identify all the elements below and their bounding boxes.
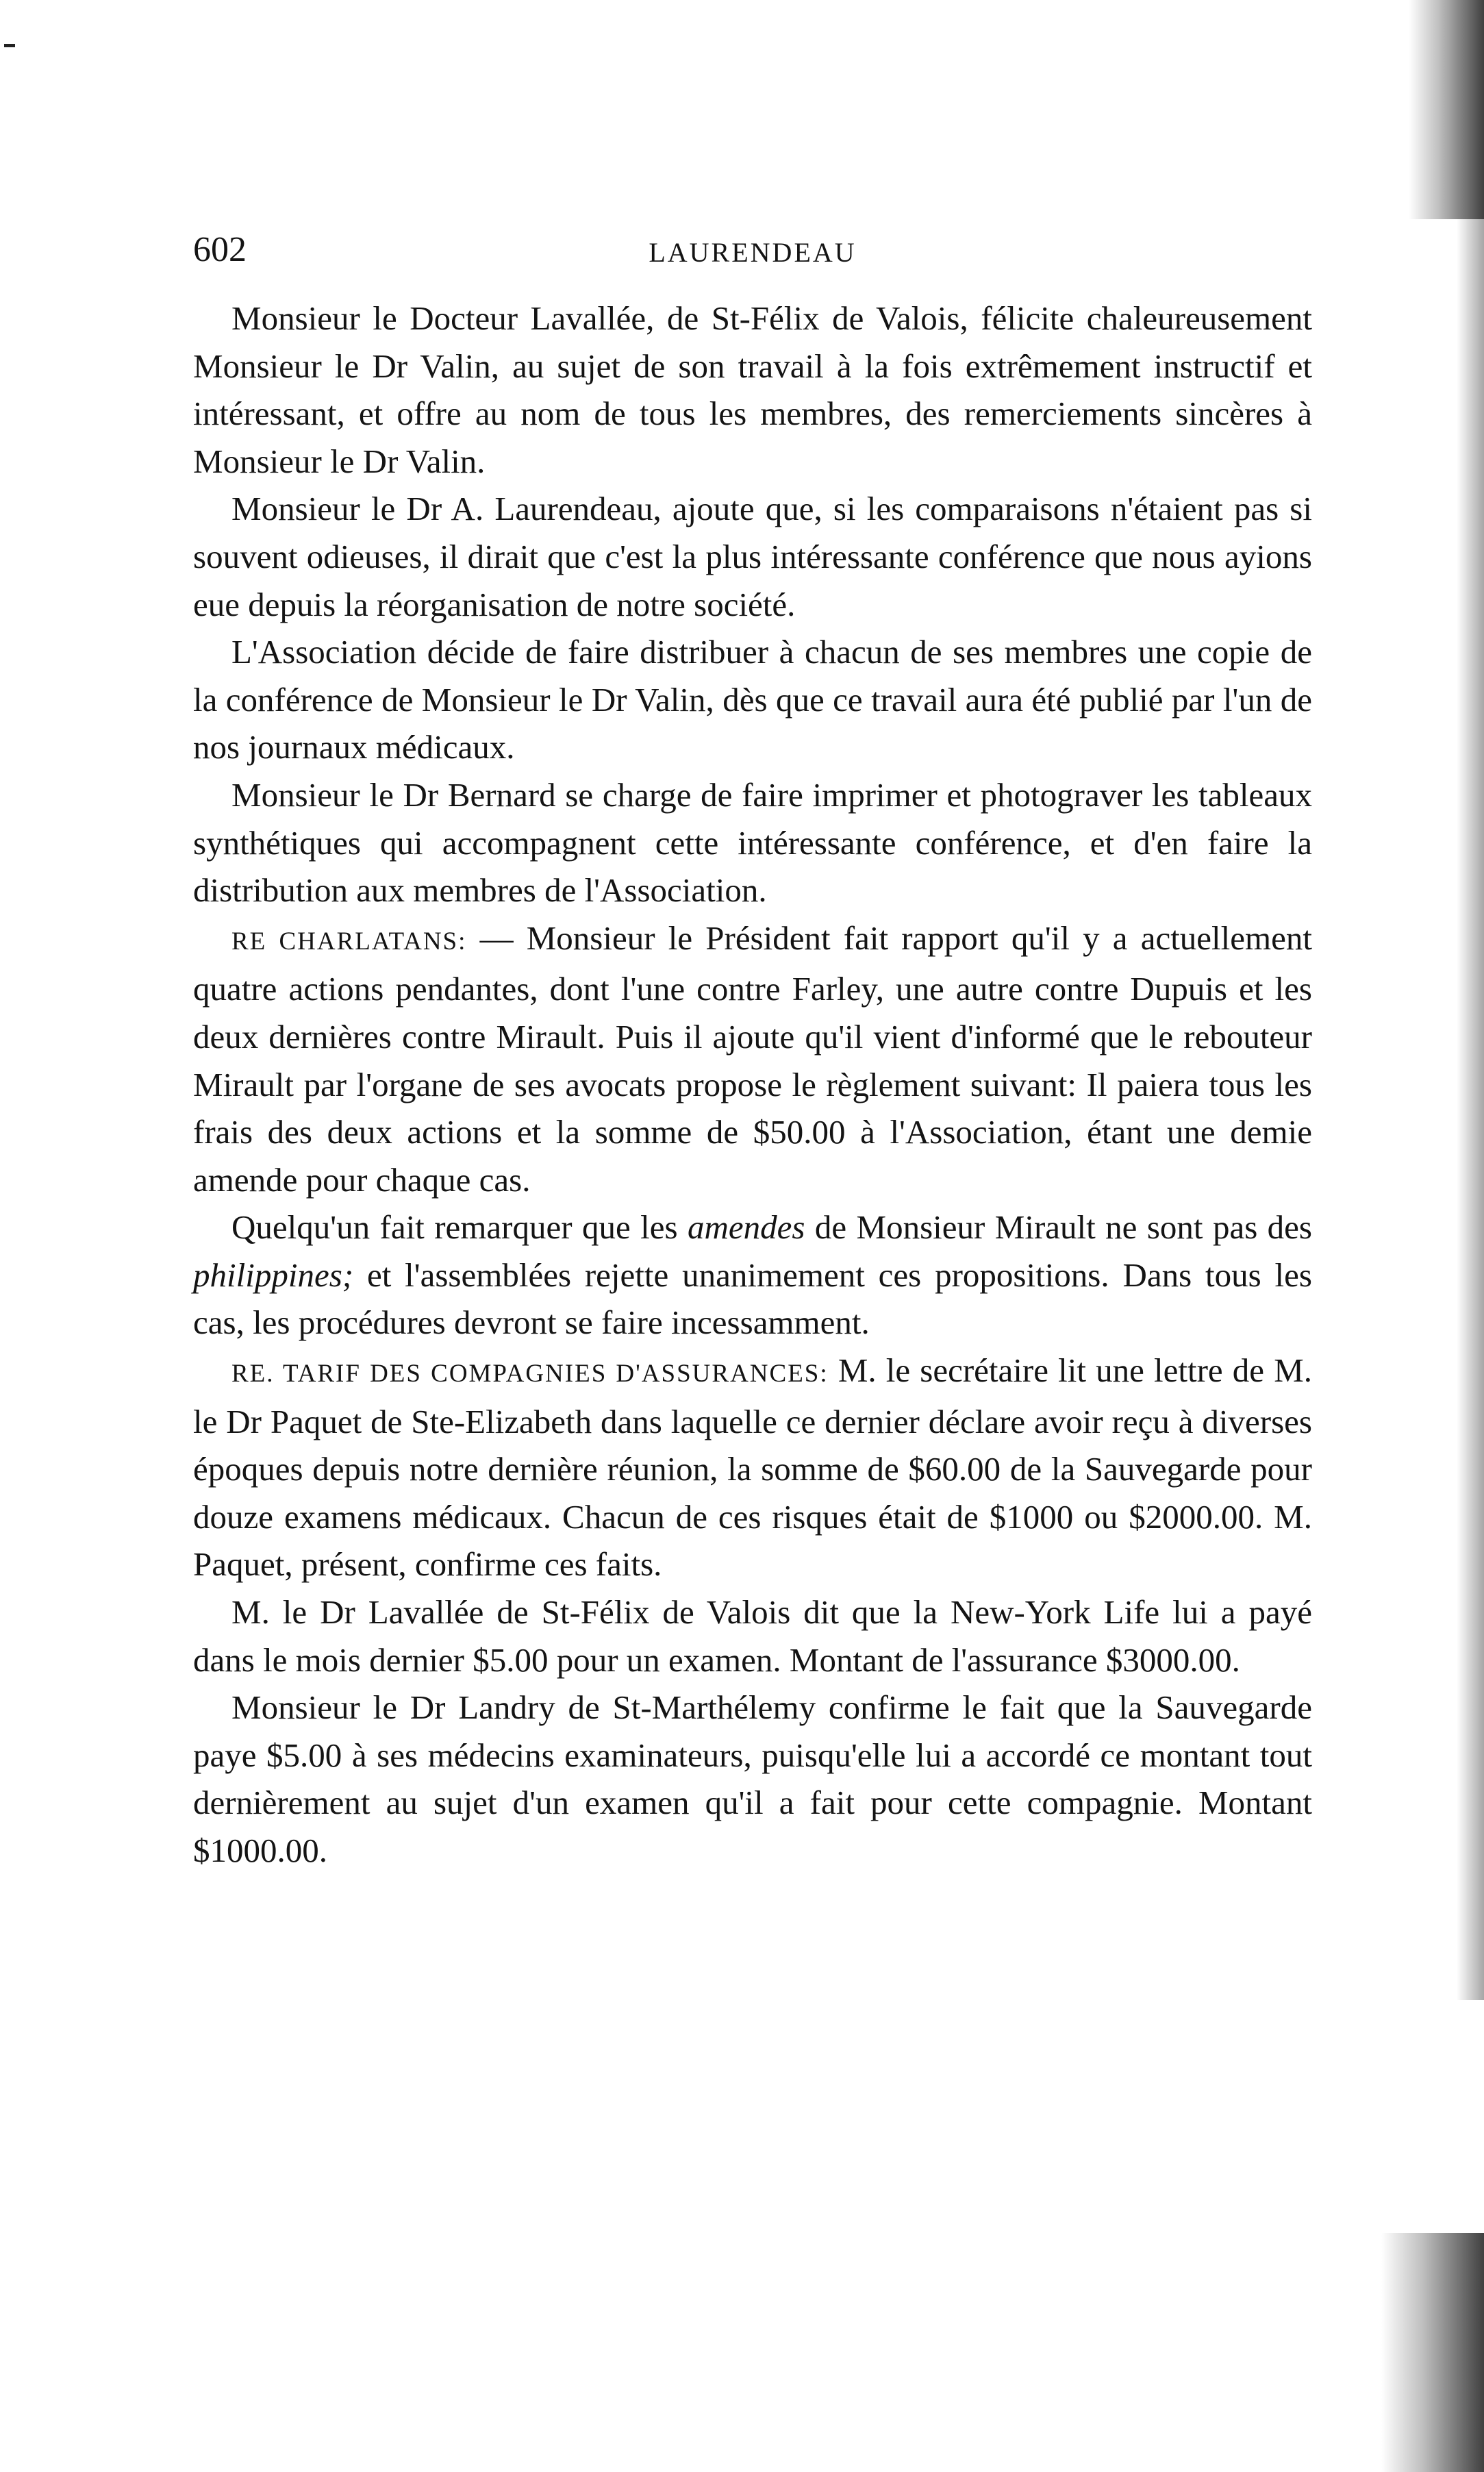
- paragraph-4: [193, 771, 1312, 914]
- paragraph-text: Monsieur le Docteur Lavallée, de St-Félix de Valois, félicite chaleureusement Monsieur le Dr Valin, au sujet de son travail à la fois extrêmement instructif et intéressant, et offre au nom de tous les membres, des remerciements sincères à Monsieur le Dr Valin.: [193, 299, 1312, 480]
- paragraph-text: L'Association décide de faire distribuer à chacun de ses membres une copie de la conférence de Monsieur le Dr Valin, dès que ce travail aura été publié par l'un de nos journaux médicaux.: [193, 633, 1312, 766]
- paragraph-text: M. le Dr Lavallée de St-Félix de Valois dit que la New-York Life lui a payé dans le mois dernier $5.00 pour un examen. Montant de l'assurance $3000.00.: [193, 1593, 1312, 1679]
- paragraph-text: et l'assemblées rejette unanimement ces propositions. Dans tous les cas, les procédures devront se faire incessamment.: [193, 1256, 1312, 1342]
- page-edge-shadow-middle: [1457, 219, 1484, 2000]
- body-text: [193, 295, 1312, 1875]
- paragraph-text: Monsieur le Dr A. Laurendeau, ajoute que, si les comparaisons n'étaient pas si souvent odieuses, il dirait que c'est la plus intéressante conférence que nous ayions eue depuis la réorganisation de notre société.: [193, 490, 1312, 623]
- paragraph-9: [193, 1684, 1312, 1874]
- margin-mark: [4, 44, 15, 47]
- paragraph-charlatans: [193, 914, 1312, 1204]
- section-lead-tarif: RE. TARIF DES COMPAGNIES D'ASSURANCES:: [231, 1360, 829, 1388]
- italic-word-amendes: amendes: [687, 1208, 805, 1247]
- paragraph-6: [193, 1203, 1312, 1347]
- italic-word-philippines: philippines;: [193, 1256, 354, 1294]
- section-lead-charlatans: RE CHARLATANS:: [231, 927, 467, 956]
- page-edge-shadow-bottom: [1381, 2233, 1484, 2472]
- page-number: 602: [193, 230, 247, 269]
- paragraph-1: [193, 295, 1312, 485]
- page-header: [193, 226, 1312, 274]
- page-edge-shadow-top: [1409, 0, 1484, 219]
- paragraph-text: Monsieur le Dr Bernard se charge de faire imprimer et photograver les tableaux synthétiques qui accompagnent cette intéressante conférence, et d'en faire la distribution aux membres de l'Association.: [193, 775, 1312, 910]
- paragraph-tarif: [193, 1347, 1312, 1588]
- paragraph-text: Quelqu'un fait remarquer que les: [231, 1208, 688, 1247]
- paragraph-8: [193, 1588, 1312, 1684]
- running-title: LAURENDEAU: [649, 237, 857, 268]
- paragraph-3: [193, 628, 1312, 771]
- paragraph-text: M. le secrétaire lit une lettre de M. le Dr Paquet de Ste-Elizabeth dans laquelle ce dernier déclare avoir reçu à diverses époques depuis notre dernière réunion, la somme de $60.00 de la Sauvegarde pour douze examens médicaux. Chacun de ces risques était de $1000 ou $2000.00. M. Paquet, présent, confirme ces faits.: [193, 1351, 1313, 1584]
- paragraph-text: de Monsieur Mirault ne sont pas des: [805, 1208, 1312, 1247]
- paragraph-text: Monsieur le Dr Landry de St-Marthélemy confirme le fait que la Sauvegarde paye $5.00 à ses médecins examinateurs, puisqu'elle lui a accordé ce montant tout dernièrement au sujet d'un examen qu'il a fait pour cette compagnie. Montant $1000.00.: [193, 1688, 1312, 1869]
- paragraph-2: [193, 485, 1312, 628]
- paragraph-text: — Monsieur le Président fait rapport qu'il y a actuellement quatre actions pendantes, dont l'une contre Farley, une autre contre Dupuis et les deux dernières contre Mirault. Puis il ajoute qu'il vient d'informé que le rebouteur Mirault par l'organe de ses avocats propose le règlement suivant: Il paiera tous les frais des deux actions et la somme de $50.00 à l'Association, étant une demie amende pour chaque cas.: [193, 919, 1313, 1199]
